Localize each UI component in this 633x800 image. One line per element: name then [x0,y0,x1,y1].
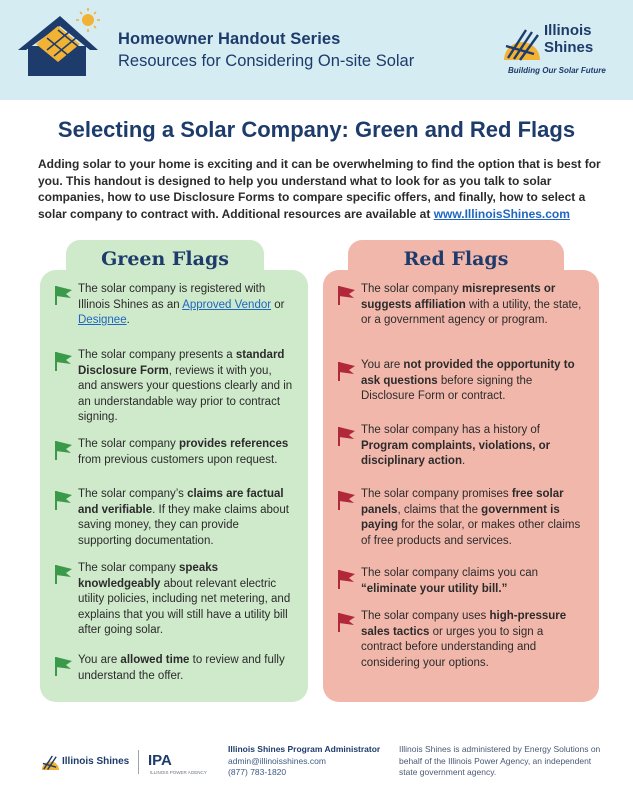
admin-phone: (877) 783-1820 [228,767,287,777]
designee-link[interactable]: Designee [78,314,127,326]
admin-title: Illinois Shines Program Administrator [228,744,381,754]
footer-logos [40,750,220,776]
red-flags-heading: Red Flags [348,240,564,286]
green-flag-icon [52,439,74,461]
red-item-questions: You are not provided the opportunity to ask questions before signing the Disclosure Form or contract. [361,359,575,402]
series-title: Homeowner Handout Series [118,30,341,48]
sun-panel-icon [40,753,60,771]
green-flag-icon [52,563,74,585]
series-subtitle: Resources for Considering On-site Solar [118,52,415,70]
illinois-shines-logo [500,22,620,82]
ipa-logo-subtitle: ILLINOIS POWER AGENCY [150,770,207,775]
solar-house-icon [14,6,106,80]
red-flag-icon [335,360,357,382]
intro-paragraph [38,156,606,222]
green-item-references: The solar company provides references from previous customers upon request. [78,438,289,466]
green-flag-icon [52,489,74,511]
red-flag-icon [335,611,357,633]
footer-brand: Illinois Shines [62,756,130,767]
ipa-logo: IPA [148,752,172,769]
green-flag-icon [52,350,74,372]
approved-vendor-link[interactable]: Approved Vendor [182,298,272,311]
red-item-complaints: The solar company has a history of Program complaints, violations, or disciplinary action. [361,424,551,467]
green-item-time: You are allowed time to review and fully understand the offer. [78,654,285,682]
administration-note: Illinois Shines is administered by Energy Solutions on behalf of the Illinois Power Agency, an independent state government agency. [399,744,601,777]
red-item-eliminate-bill: The solar company claims you can “eliminate your utility bill.” [361,567,539,595]
page-title: Selecting a Solar Company: Green and Red Flags [57,117,576,142]
green-item-disclosure: The solar company presents a standard Disclosure Form, reviews it with you, and answers your questions clearly and in an understandable way prior to contract signing. [78,349,293,423]
red-flag-icon [335,568,357,590]
admin-contact [228,744,380,779]
brand-name: Illinois Shines [544,22,594,56]
red-item-free-panels: The solar company promises free solar panels, claims that the government is paying for the solar, or makes other claims of free products and services. [361,488,581,547]
red-item-affiliation: The solar company misrepresents or suggests affiliation with a utility, the state, or a government agency or program. [361,283,582,326]
header-banner [0,0,633,100]
red-flag-icon [335,425,357,447]
green-flags-heading: Green Flags [66,240,264,286]
admin-email-link[interactable]: admin@illinoisshines.com [228,755,326,766]
green-item-claims: The solar company’s claims are factual and verifiable. If they make claims about saving money, they can provide supporting documentation. [78,488,289,547]
green-flag-icon [52,284,74,306]
brand-tagline: Building Our Solar Future [508,66,606,75]
red-flag-icon [335,489,357,511]
green-item-registered: The solar company is registered with Illinois Shines as an Approved Vendor or Designee. [78,283,285,326]
green-flag-icon [52,655,74,677]
green-item-knowledge: The solar company speaks knowledgeably about relevant electric utility policies, including net metering, and explains that you will still have a utility bill after going solar. [78,562,291,636]
illinoisshines-link[interactable]: www.IllinoisShines.com [433,206,570,221]
red-flag-icon [335,284,357,306]
red-item-pressure: The solar company uses high-pressure sales tactics or urges you to sign a contract before understanding and considering your options. [361,610,567,669]
sun-panel-icon [500,24,542,62]
intro-text: Adding solar to your home is exciting and it can be overwhelming to find the option that is best for you. This handout is designed to help you understand what to look for as you talk to solar companies, how to use Disclosure Forms to compare specific offers, and finally, how to select a solar company to contract with. Additional resources are available at [38,157,601,221]
footer-divider [138,750,139,774]
